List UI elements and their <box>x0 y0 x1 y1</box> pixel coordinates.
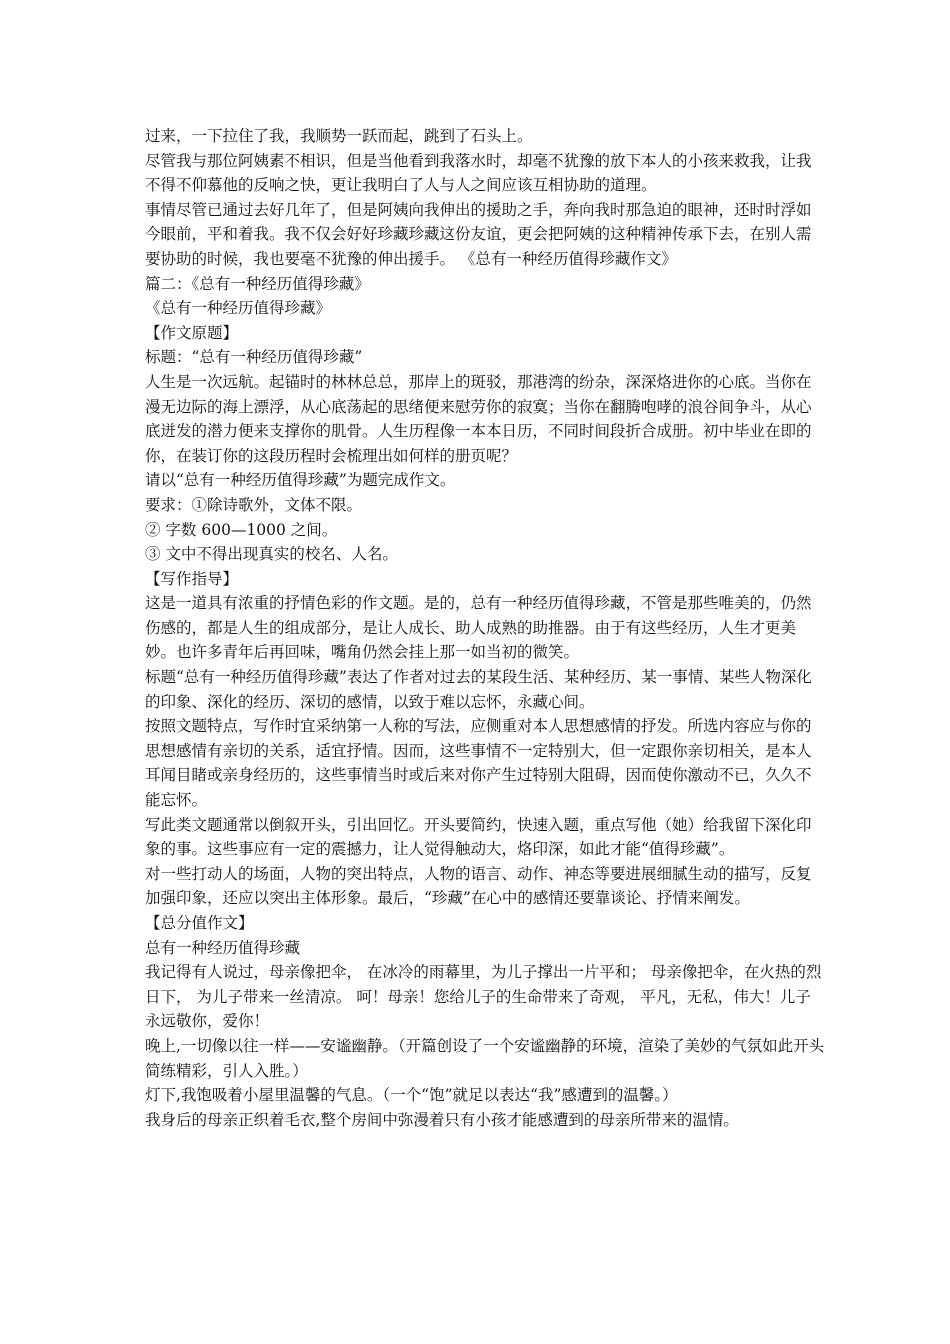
section-heading: 篇二：《总有一种经历值得珍藏》 <box>145 274 370 293</box>
paragraph: 晚上,一切像以往一样——安谧幽静。（开篇创设了一个安谧幽静的环境，渲染了美妙的气氛如此开头简练精彩，引人入胜。） <box>145 1036 825 1080</box>
paragraph: ③ 文中不得出现真实的校名、人名。 <box>145 545 398 564</box>
paragraph: 事情尽管已通过去好几年了，但是阿姨向我伸出的援助之手，奔向我时那急迫的眼神，还时时浮如今眼前，平和着我。我不仅会好好珍藏珍藏这份友谊，更会把阿姨的这种精神传承下去，在别人需要协助的时候，我也要毫不犹豫的伸出援手。 《总有一种经历值得珍藏作文》 <box>145 200 812 268</box>
paragraph: 灯下,我饱吸着小屋里温馨的气息。（一个“饱”就足以表达“我”感遭到的温馨。） <box>145 1086 678 1105</box>
section-label: 【写作指导】 <box>145 569 239 588</box>
paragraph: 我记得有人说过，母亲像把伞， 在冰冷的雨幕里，为儿子撑出一片平和； 母亲像把伞，在火热的烈日下， 为儿子带来一丝清凉。 呵！母亲！您给儿子的生命带来了奇观， 平凡，无私，伟大！儿子永远敬你，爱你！ <box>145 963 822 1031</box>
paragraph: 要求：①除诗歌外，文体不限。 <box>145 495 363 514</box>
paragraph: 标题：“总有一种经历值得珍藏” <box>145 348 363 367</box>
section-label: 【总分值作文】 <box>145 914 254 932</box>
paragraph: ② 字数 600—1000 之间。 <box>145 520 338 539</box>
paragraph: 对一些打动人的场面，人物的突出特点，人物的语言、动作、神态等要进展细腻生动的描写，反复加强印象，还应以突出主体形象。最后，“珍藏”在心中的感情还要靠谈论、抒情来阐发。 <box>145 864 812 908</box>
paragraph: 人生是一次远航。起锚时的林林总总，那岸上的斑驳，那港湾的纷杂，深深烙进你的心底。当你在漫无边际的海上漂浮，从心底荡起的思绪便来慰劳你的寂寞；当你在翻腾咆哮的浪谷间争斗，从心底迸发的潜力便来支撑你的肌骨。人生历程像一本本日历，不同时间段折合成册。初中毕业在即的你，在装订你的这段历程时会梳理出如何样的册页呢？ <box>145 372 812 465</box>
section-label: 【作文原题】 <box>145 323 239 342</box>
essay-title: 总有一种经历值得珍藏 <box>145 938 301 957</box>
paragraph: 按照文题特点，写作时宜采纳第一人称的写法，应侧重对本人思想感情的抒发。所选内容应与你的思想感情有亲切的关系，适宜抒情。因而，这些事情不一定特别大，但一定跟你亲切相关，是本人耳闻目睹或亲身经历的，这些事情当时或后来对你产生过特别大阻碍，因而使你激动不已，久久不能忘怀。 <box>145 717 812 810</box>
paragraph: 这是一道具有浓重的抒情色彩的作文题。是的，总有一种经历值得珍藏，不管是那些唯美的，仍然伤感的，都是人生的组成部分，是让人成长、助人成熟的助推器。由于有这些经历，人生才更美妙。也许多青年后再回味，嘴角仍然会挂上那一如当初的微笑。 <box>145 594 812 662</box>
paragraph: 过来，一下拉住了我，我顺势一跃而起，跳到了石头上。 <box>145 127 533 145</box>
paragraph: 标题“总有一种经历值得珍藏”表达了作者对过去的某段生活、某种经历、某一事情、某些人物深化的印象、深化的经历、深切的感情，以致于难以忘怀，永藏心间。 <box>145 668 812 711</box>
paragraph: 请以“总有一种经历值得珍藏”为题完成作文。 <box>145 471 456 490</box>
paragraph: 我身后的母亲正织着毛衣,整个房间中弥漫着只有小孩才能感遭到的母亲所带来的温情。 <box>145 1110 739 1129</box>
document-body <box>145 124 825 1132</box>
paragraph: 写此类文题通常以倒叙开头，引出回忆。开头要简约，快速入题，重点写他（她）给我留下深化印象的事。这些事应有一定的震撼力，让人觉得触动大，烙印深，如此才能“值得珍藏”。 <box>145 815 812 859</box>
paragraph: 尽管我与那位阿姨素不相识，但是当他看到我落水时，却毫不犹豫的放下本人的小孩来救我，让我不得不仰慕他的反响之快，更让我明白了人与人之间应该互相协助的道理。 <box>145 151 812 195</box>
article-title: 《总有一种经历值得珍藏》 <box>145 299 332 318</box>
